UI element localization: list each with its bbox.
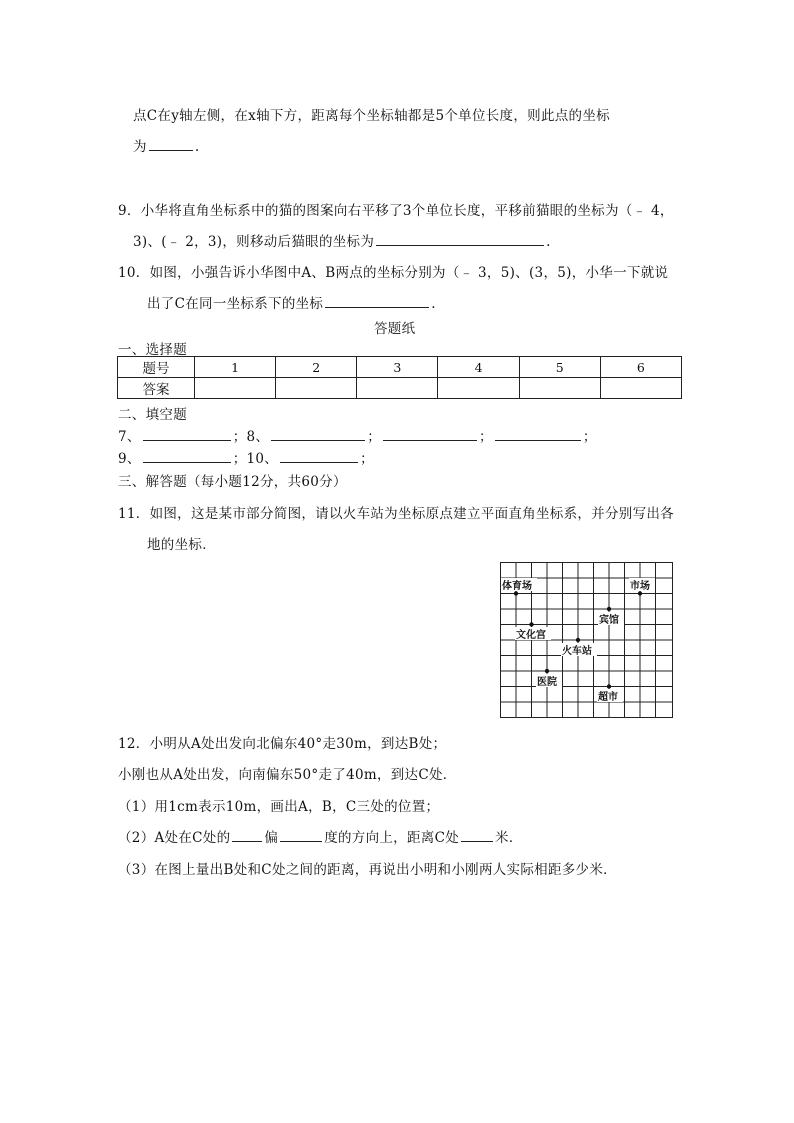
- section-fill-heading: 二、填空题: [118, 407, 187, 423]
- fill-blank-8a[interactable]: [271, 426, 365, 441]
- q11-line2: 地的坐标．: [147, 537, 216, 553]
- q8-line2-suffix: .: [194, 139, 200, 155]
- q12-part2-text-d: 米．: [495, 830, 523, 846]
- q8-line1: 点C在y轴左侧，在x轴下方，距离每个坐标轴都是5个单位长度，则此点的坐标: [133, 108, 610, 124]
- market-label: 市场: [630, 581, 650, 592]
- fill-separator: ；: [582, 429, 597, 445]
- answer-cell[interactable]: [600, 378, 681, 399]
- supermarket-label: 超市: [598, 692, 618, 703]
- fill-label-8: ；8、: [232, 429, 270, 445]
- fill-separator: ；: [367, 429, 382, 445]
- q10-line2: [147, 292, 436, 312]
- q12-line1: 12．小明从A处出发向北偏东40°走30m，到达B处；: [118, 736, 447, 752]
- answer-cell[interactable]: [438, 378, 519, 399]
- fill-blank-9[interactable]: [143, 448, 231, 463]
- hotel-point: [607, 607, 611, 611]
- q9-line2-prefix: 3)、(﹣ 2，3)，则移动后猫眼的坐标为: [133, 234, 375, 250]
- table-cell: 3: [357, 357, 438, 378]
- q9-line2: [133, 230, 551, 250]
- fill-row-2: [118, 447, 374, 467]
- q10-line2-suffix: .: [431, 296, 436, 312]
- q12-distance-blank[interactable]: [461, 827, 493, 842]
- supermarket-point: [607, 684, 611, 688]
- q8-answer-blank[interactable]: [149, 136, 193, 151]
- q10-line2-prefix: 出了C在同一坐标系下的坐标: [147, 296, 324, 312]
- answer-cell[interactable]: [195, 378, 276, 399]
- section-choice-heading: 一、选择题: [118, 342, 187, 358]
- train-station-point: [576, 638, 580, 642]
- culture-palace-label: 文化宫: [516, 630, 546, 641]
- fill-label-7: 7、: [118, 429, 141, 445]
- q8-line2-prefix: 为: [133, 139, 147, 155]
- q11-line1: 11．如图，这是某市部分简图，请以火车站为坐标原点建立平面直角坐标系，并分别写出各: [118, 506, 674, 522]
- fill-label-10: ；10、: [232, 451, 279, 467]
- table-cell: 1: [195, 357, 276, 378]
- q12-part3: （3）在图上量出B处和C处之间的距离，再说出小明和小刚两人实际相距多少米．: [118, 862, 617, 878]
- q12-direction-blank-2[interactable]: [280, 827, 322, 842]
- hospital-label: 医院: [537, 677, 557, 688]
- q12-part2-text-a: （2）A处在C处的: [118, 830, 231, 846]
- fill-blank-8c[interactable]: [495, 426, 581, 441]
- hospital-point: [545, 669, 549, 673]
- section-solve-heading: 三、解答题（每小题12分，共60分）: [118, 474, 347, 490]
- fill-blank-10[interactable]: [280, 448, 358, 463]
- hotel-label: 宾馆: [599, 615, 619, 626]
- city-map-grid: [500, 562, 674, 719]
- fill-row-1: [118, 425, 597, 445]
- culture-palace-point: [529, 622, 533, 626]
- fill-separator: ；: [360, 451, 374, 467]
- q12-part2-text-c: 度的方向上，距离C处: [324, 830, 460, 846]
- q12-line2: 小刚也从A处出发，向南偏东50°走了40m，到达C处．: [118, 767, 457, 783]
- q12-part2: [118, 826, 523, 846]
- fill-separator: ；: [479, 429, 493, 445]
- fill-label-9: 9、: [118, 451, 141, 467]
- q9-answer-blank[interactable]: [376, 231, 544, 246]
- q9-line2-suffix: .: [546, 234, 551, 250]
- answer-cell[interactable]: [357, 378, 438, 399]
- q12-part2-text-b: 偏: [264, 830, 279, 846]
- q12-part1: （1）用1cm表示10m，画出A，B，C三处的位置；: [118, 799, 440, 815]
- fill-blank-7[interactable]: [143, 426, 231, 441]
- table-row: [118, 378, 682, 399]
- row-header-number: 题号: [118, 357, 195, 378]
- table-cell: 5: [519, 357, 600, 378]
- table-cell: 2: [276, 357, 357, 378]
- answer-sheet-title: 答题纸: [374, 321, 416, 337]
- q10-answer-blank[interactable]: [325, 293, 429, 308]
- q12-direction-blank-1[interactable]: [232, 827, 262, 842]
- choice-answer-table: [117, 356, 682, 399]
- answer-cell[interactable]: [276, 378, 357, 399]
- fill-blank-8b[interactable]: [383, 426, 477, 441]
- answer-cell[interactable]: [519, 378, 600, 399]
- table-row: [118, 357, 682, 378]
- q9-line1: 9．小华将直角坐标系中的猫的图案向右平移了3个单位长度，平移前猫眼的坐标为（﹣ 4，: [118, 203, 674, 219]
- train-station-label: 火车站: [562, 646, 592, 657]
- table-cell: 4: [438, 357, 519, 378]
- stadium-label: 体育场: [502, 581, 532, 592]
- table-cell: 6: [600, 357, 681, 378]
- row-header-answer: 答案: [118, 378, 195, 399]
- q8-line2: [133, 135, 199, 155]
- q10-line1: 10．如图，小强告诉小华图中A、B两点的坐标分别为（﹣ 3，5)、(3，5)，小华一下就说: [118, 265, 669, 281]
